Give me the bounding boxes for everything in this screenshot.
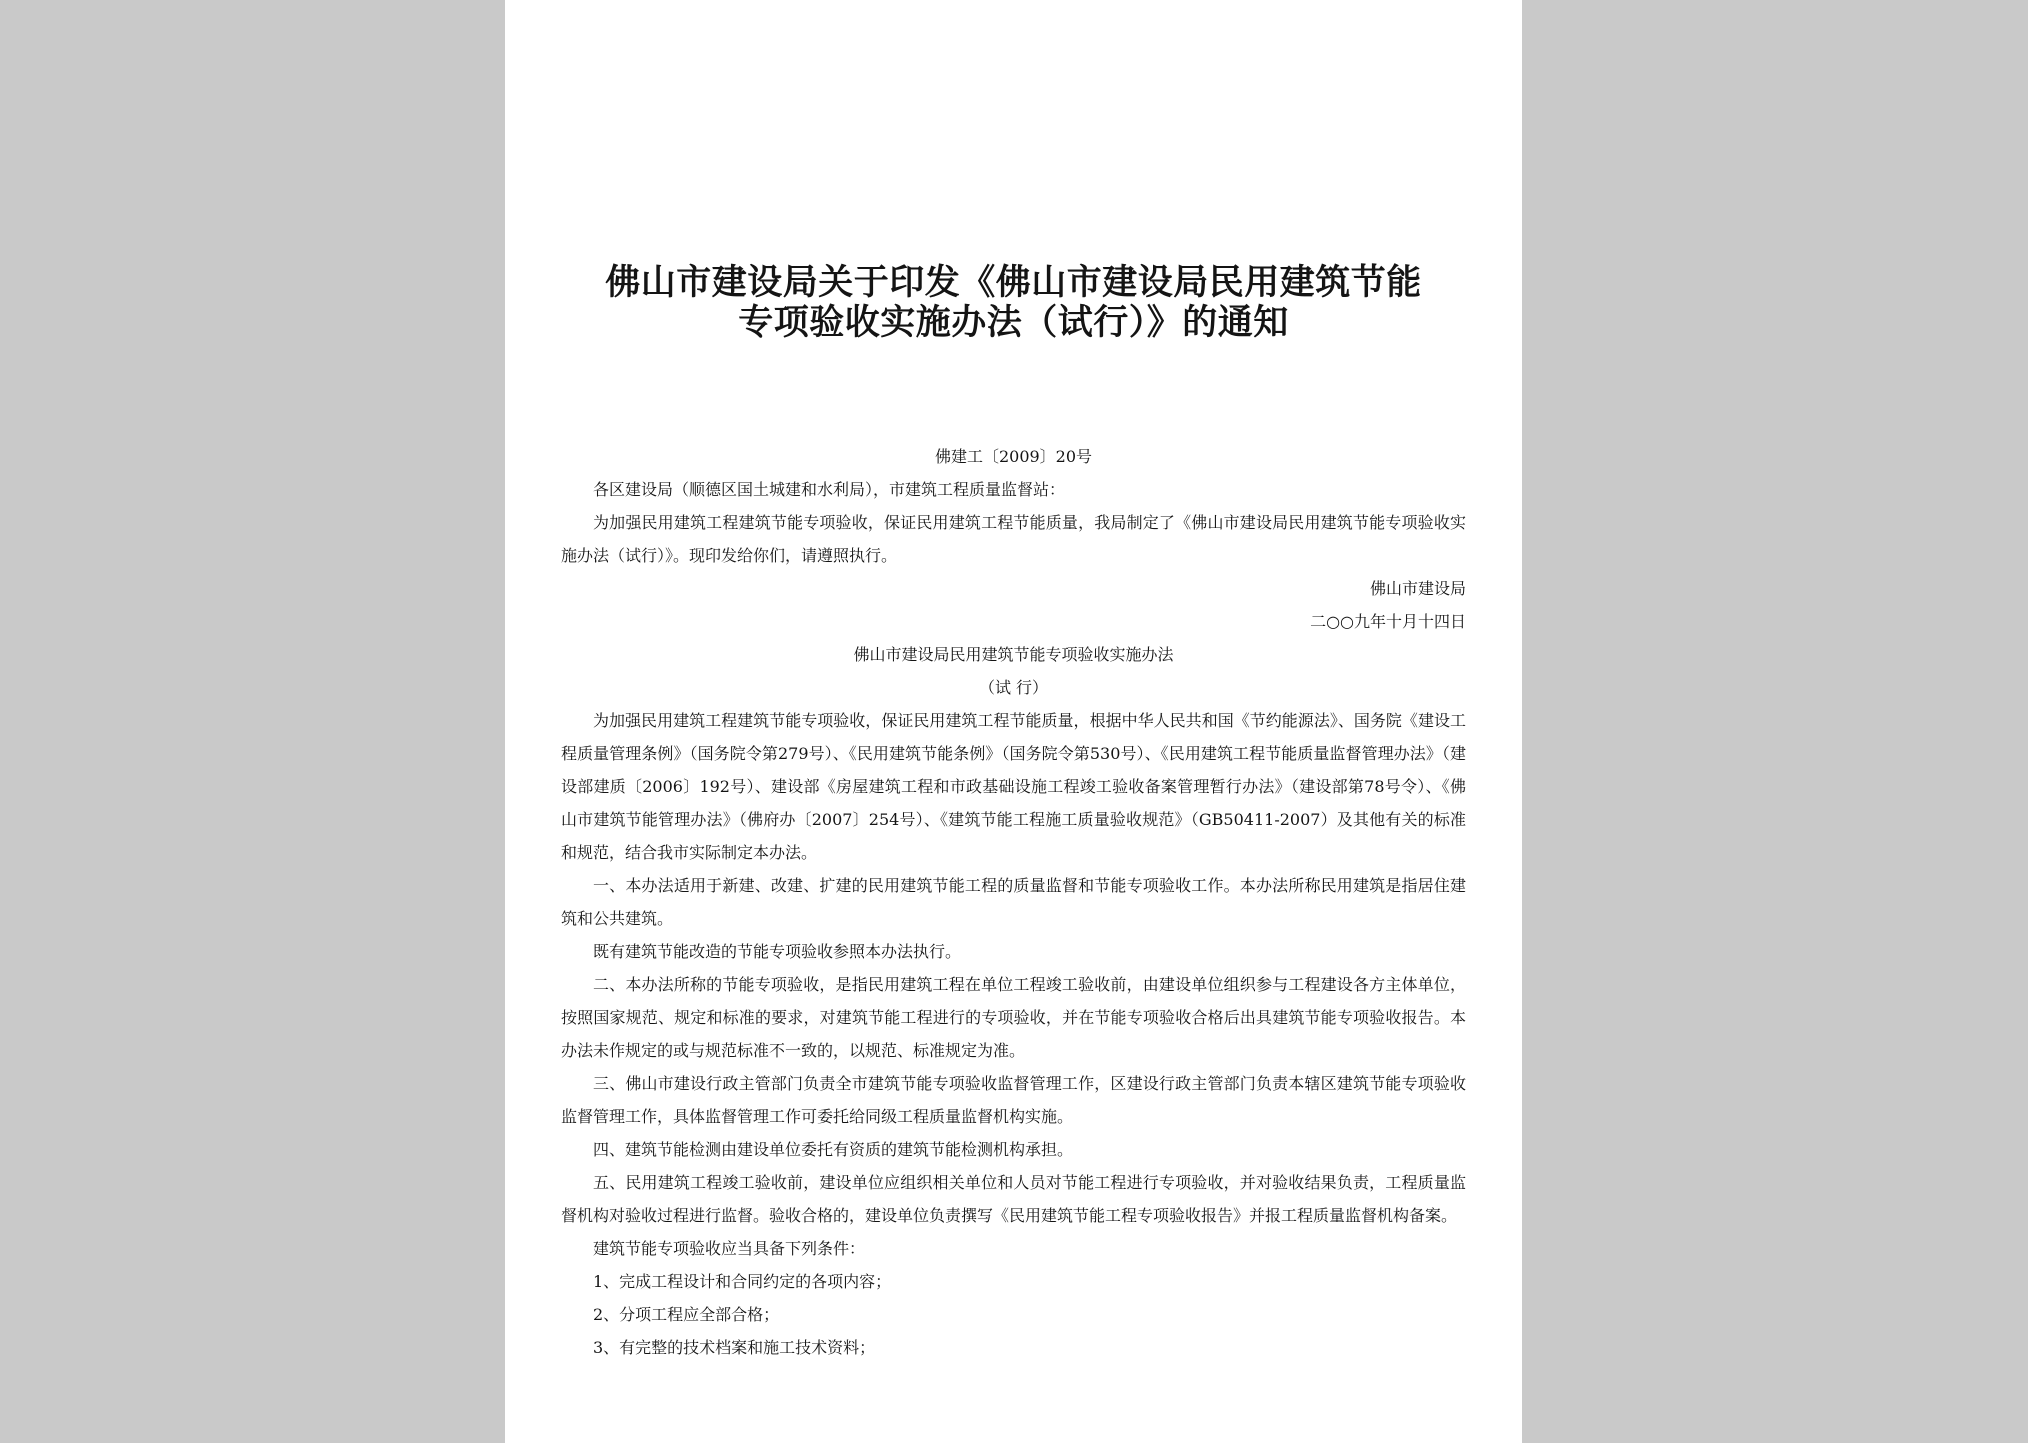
body-paragraph: 既有建筑节能改造的节能专项验收参照本办法执行。 bbox=[593, 942, 962, 961]
document-page bbox=[505, 0, 1522, 1443]
intro-paragraph: 为加强民用建筑工程建筑节能专项验收，保证民用建筑工程节能质量，我局制定了《佛山市建设局民用建筑节能专项验收实施办法（试行）》。现印发给你们，请遵照执行。 bbox=[561, 513, 1466, 565]
document-title-line-2: 专项验收实施办法（试行）》的通知 bbox=[738, 302, 1289, 343]
body-paragraph: 一、本办法适用于新建、改建、扩建的民用建筑节能工程的质量监督和节能专项验收工作。本办法所称民用建筑是指居住建筑和公共建筑。 bbox=[561, 876, 1466, 928]
body-paragraph: 三、佛山市建设行政主管部门负责全市建筑节能专项验收监督管理工作，区建设行政主管部门负责本辖区建筑节能专项验收监督管理工作，具体监督管理工作可委托给同级工程质量监督机构实施。 bbox=[561, 1074, 1466, 1126]
document-content bbox=[561, 263, 1466, 1364]
body-paragraph: 四、建筑节能检测由建设单位委托有资质的建筑节能检测机构承担。 bbox=[593, 1140, 1074, 1159]
issuer: 佛山市建设局 bbox=[1369, 579, 1466, 598]
issue-date: 二○○九年十月十四日 bbox=[1310, 612, 1466, 631]
list-item: 2、分项工程应全部合格； bbox=[593, 1305, 780, 1324]
sub-title: 佛山市建设局民用建筑节能专项验收实施办法 bbox=[853, 645, 1174, 664]
title-spacer bbox=[561, 343, 1466, 440]
body-paragraph: 五、民用建筑工程竣工验收前，建设单位应组织相关单位和人员对节能工程进行专项验收，并对验收结果负责，工程质量监督机构对验收过程进行监督。验收合格的，建设单位负责撰写《民用建筑节能工程专项验收报告》并报工程质量监督机构备案。 bbox=[561, 1173, 1466, 1225]
list-item: 1、完成工程设计和合同约定的各项内容； bbox=[593, 1272, 892, 1291]
body-paragraph: 建筑节能专项验收应当具备下列条件： bbox=[593, 1239, 866, 1258]
list-item: 3、有完整的技术档案和施工技术资料； bbox=[593, 1338, 876, 1357]
body-paragraph: 二、本办法所称的节能专项验收，是指民用建筑工程在单位工程竣工验收前，由建设单位组织参与工程建设各方主体单位，按照国家规范、规定和标准的要求，对建筑节能工程进行的专项验收，并在节能专项验收合格后出具建筑节能专项验收报告。本办法未作规定的或与规范标准不一致的，以规范、标准规定为准。 bbox=[561, 975, 1466, 1060]
sub-title-note: （试 行） bbox=[978, 678, 1049, 697]
addressee: 各区建设局（顺德区国土城建和水利局），市建筑工程质量监督站： bbox=[593, 480, 1066, 499]
document-title-line-1: 佛山市建设局关于印发《佛山市建设局民用建筑节能 bbox=[605, 262, 1422, 303]
document-number: 佛建工〔2009〕20号 bbox=[934, 447, 1093, 466]
body-paragraph: 为加强民用建筑工程建筑节能专项验收，保证民用建筑工程节能质量，根据中华人民共和国《节约能源法》、国务院《建设工程质量管理条例》（国务院令第279号）、《民用建筑节能条例》（国务院令第530号）、《民用建筑工程节能质量监督管理办法》（建设部建质〔2006〕192号）、建设部《房屋建筑工程和市政基础设施工程竣工验收备案管理暂行办法》（建设部第78号令）、《佛山市建筑节能管理办法》（佛府办〔2007〕254号）、《建筑节能工程施工质量验收规范》（GB50411-2007）及其他有关的标准和规范，结合我市实际制定本办法。 bbox=[561, 711, 1466, 862]
